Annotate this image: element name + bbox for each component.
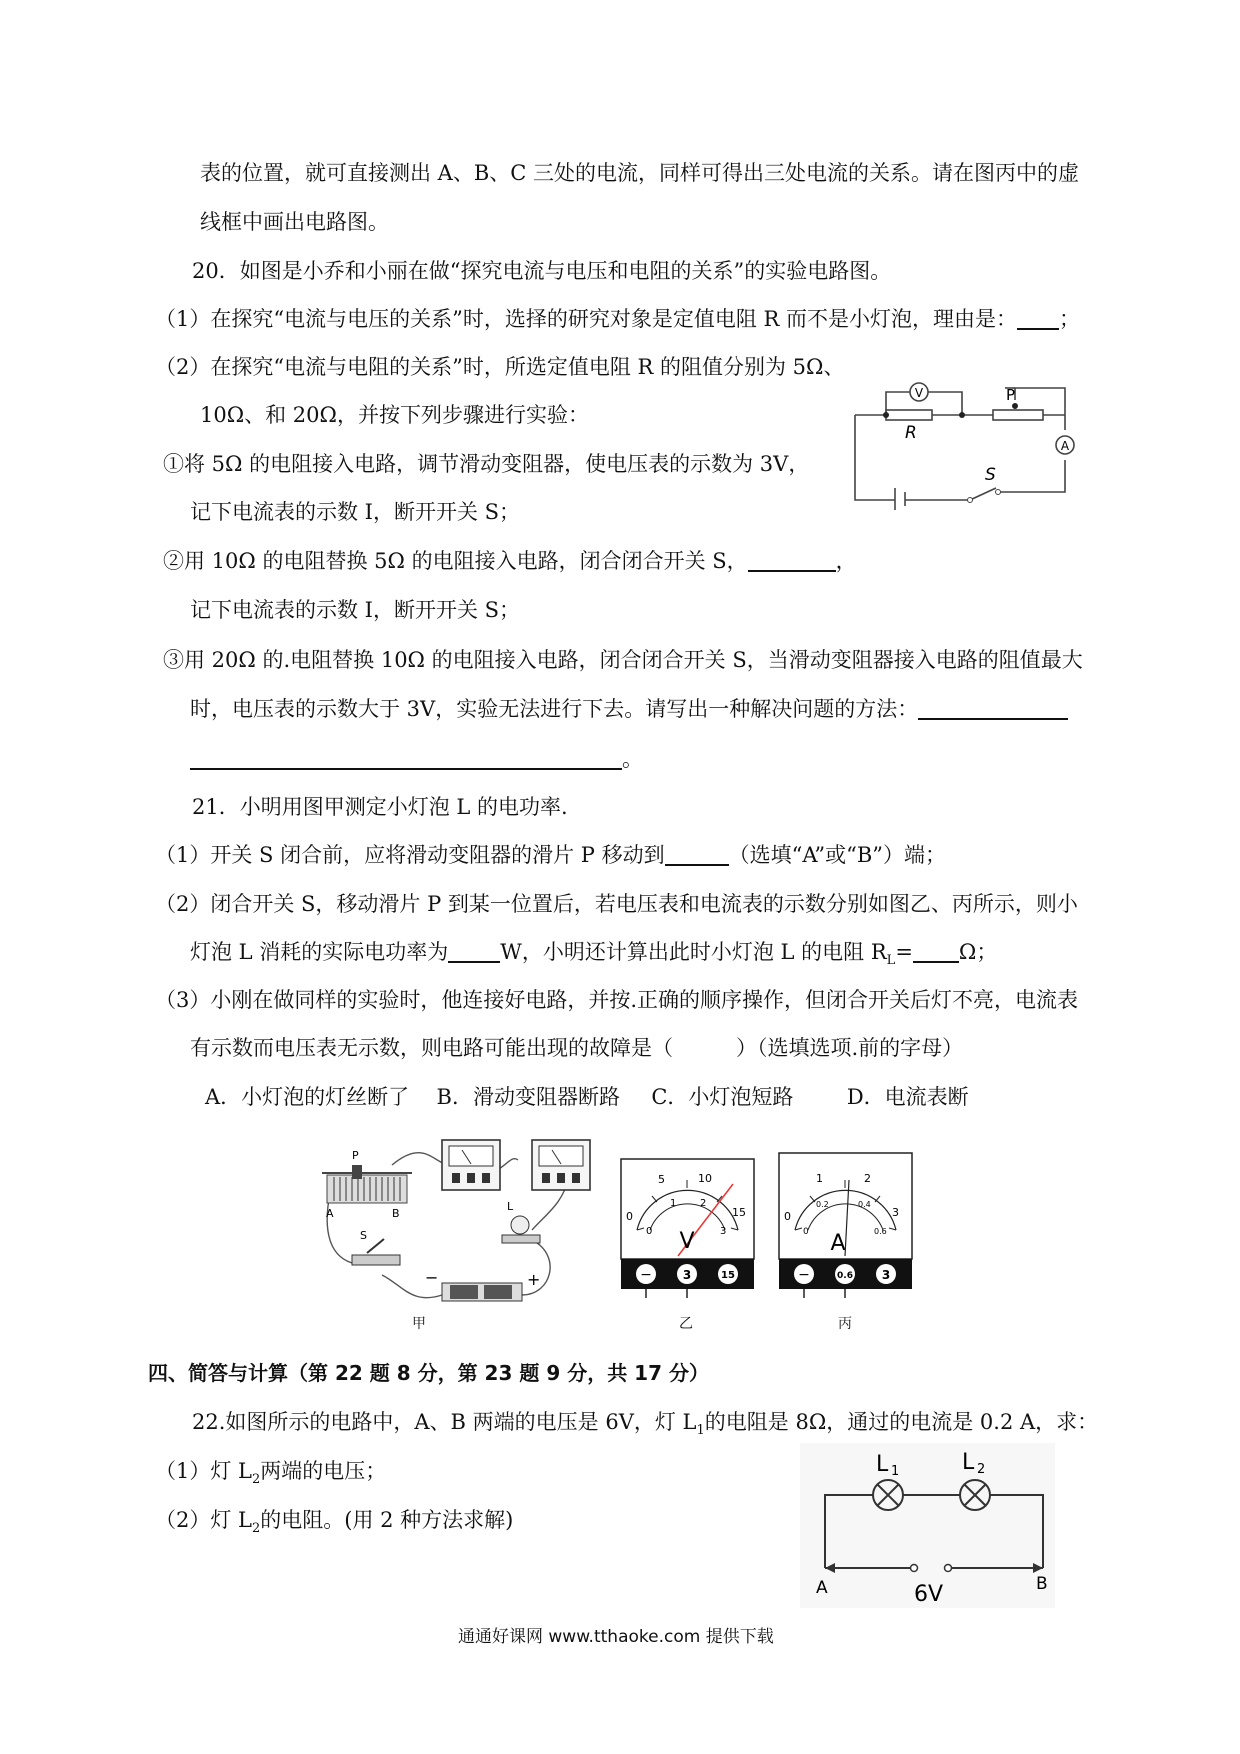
section-4-title: 四、简答与计算（第 22 题 8 分，第 23 题 9 分，共 17 分） [148, 1361, 709, 1385]
q21-part2b [190, 937, 997, 976]
q21-options [205, 1082, 969, 1112]
q21-part1-end: （选填“A”或“B”）端； [728, 843, 947, 867]
q21-part2b-mid: W，小明还计算出此时小灯泡 L 的电阻 R [500, 940, 887, 964]
q20-step3a: ③用 20Ω 的.电阻替换 10Ω 的电阻接入电路，闭合闭合开关 S，当滑动变阻器接入电路的阻值最大 [163, 648, 1083, 672]
lamp-l2-label: L [962, 1450, 975, 1475]
option-c: C．小灯泡短路 [651, 1085, 794, 1109]
q20-part2a: （2）在探究“电流与电阻的关系”时，所选定值电阻 R 的阻值分别为 5Ω、 [155, 355, 845, 379]
voltmeter-figure [620, 1158, 755, 1298]
ammeter-label: A [1060, 439, 1070, 453]
q22-stem [192, 1407, 1098, 1446]
amp-inner-02: 0.2 [816, 1200, 829, 1209]
caption-yi: 乙 [679, 1316, 693, 1332]
q22-part2-sub: 2 [251, 1521, 261, 1537]
q20-step2a [163, 546, 857, 576]
q21-part1-text: （1）开关 S 闭合前，应将滑动变阻器的滑片 P 移动到 [155, 843, 665, 867]
q22-stem-a: 22.如图所示的电路中，A、B 两端的电压是 6V，灯 L [192, 1410, 697, 1434]
volt-tick-10: 10 [698, 1172, 712, 1185]
volt-term-minus: − [640, 1267, 652, 1283]
answer-blank [448, 939, 500, 963]
amp-term-3: 3 [881, 1268, 891, 1282]
amp-inner-04: 0.4 [858, 1200, 871, 1209]
answer-blank [918, 696, 1068, 720]
jia-label-plus: + [527, 1270, 541, 1289]
answer-blank [665, 842, 729, 866]
q21-part2b-text: 灯泡 L 消耗的实际电功率为 [190, 940, 449, 964]
q21-part2b-sub: L [886, 953, 896, 969]
amp-term-minus: − [798, 1267, 810, 1283]
q20-stem: 20．如图是小乔和小丽在做“探究电流与电压和电阻的关系”的实验电路图。 [192, 259, 892, 283]
switch-label: S [985, 465, 996, 485]
q22-part2-b: 的电阻。(用 2 种方法求解) [260, 1508, 514, 1532]
q20-step3c [190, 744, 643, 774]
q22-stem-b: 的电阻是 8Ω，通过的电流是 0.2 A，求： [704, 1410, 1099, 1434]
q20-step3c-end: 。 [622, 747, 643, 771]
q20-circuit-diagram [850, 380, 1080, 510]
answer-blank [748, 548, 836, 572]
slider-label: P [1006, 386, 1016, 404]
q22-circuit-diagram [800, 1443, 1055, 1608]
voltage-label: 6V [914, 1582, 944, 1607]
q20-part2b: 10Ω、和 20Ω，并按下列步骤进行实验： [200, 403, 589, 427]
amp-symbol: A [830, 1231, 846, 1256]
volt-term-15: 15 [721, 1270, 735, 1281]
lamp-l2-sub: 2 [977, 1462, 986, 1477]
option-d: D．电流表断 [846, 1085, 969, 1109]
volt-inner-2: 2 [700, 1198, 707, 1209]
q20-step2a-end: ， [835, 549, 857, 573]
volt-tick-0: 0 [626, 1210, 633, 1223]
volt-symbol: V [679, 1229, 695, 1254]
volt-inner-0: 0 [646, 1226, 653, 1237]
voltmeter-label: V [914, 386, 924, 400]
q20-step2a-text: ②用 10Ω 的电阻替换 5Ω 的电阻接入电路，闭合闭合开关 S， [163, 549, 748, 573]
lamp-l1-label: L [876, 1452, 889, 1477]
caption-bing: 丙 [838, 1316, 852, 1332]
q21-part3b: 有示数而电压表无示数，则电路可能出现的故障是（ ）（选填选项.前的字母） [190, 1036, 964, 1060]
q22-part1-sub: 2 [251, 1472, 261, 1488]
caption-jia: 甲 [412, 1316, 426, 1332]
option-a: A．小灯泡的灯丝断了 [205, 1085, 410, 1109]
q20-step1b: 记下电流表的示数 I，断开开关 S； [190, 500, 521, 524]
jia-label-l: L [507, 1200, 514, 1213]
terminal-a-label: A [816, 1578, 828, 1598]
q21-stem: 21．小明用图甲测定小灯泡 L 的电功率. [192, 795, 568, 819]
q20-step3b [190, 694, 1068, 724]
q19-line-2: 线框中画出电路图。 [200, 210, 389, 234]
amp-tick-0: 0 [784, 1210, 791, 1223]
answer-blank [913, 939, 959, 963]
resistor-label: R [905, 423, 917, 443]
lamp-l1-sub: 1 [891, 1464, 900, 1479]
jia-label-minus: − [425, 1268, 439, 1287]
volt-inner-3: 3 [720, 1226, 727, 1237]
jia-label-a: A [326, 1207, 334, 1220]
q19-line-1: 表的位置，就可直接测出 A、B、C 三处的电流，同样可得出三处电流的关系。请在图丙中的虚 [200, 161, 1080, 185]
q21-part3a: （3）小刚在做同样的实验时，他连接好电路，并按.正确的顺序操作，但闭合开关后灯不亮，电流表 [155, 988, 1079, 1012]
q22-part2-a: （2）灯 L [155, 1508, 252, 1532]
amp-tick-3: 3 [892, 1206, 899, 1219]
answer-blank [190, 746, 622, 770]
amp-inner-06: 0.6 [874, 1227, 887, 1236]
q21-figure-jia [322, 1135, 607, 1305]
q21-part2b-end: Ω； [958, 940, 998, 964]
answer-blank [1017, 306, 1059, 330]
jia-label-s: S [360, 1229, 367, 1242]
q20-step3b-text: 时，电压表的示数大于 3V，实验无法进行下去。请写出一种解决问题的方法： [190, 697, 919, 721]
q22-stem-sub: 1 [696, 1423, 705, 1439]
amp-inner-0: 0 [803, 1227, 809, 1237]
q21-part2b-eq: = [895, 940, 913, 964]
q22-part1-b: 两端的电压； [260, 1459, 387, 1483]
volt-tick-15: 15 [732, 1206, 746, 1219]
q22-part1-a: （1）灯 L [155, 1459, 252, 1483]
q22-part2 [155, 1505, 513, 1544]
jia-label-p: P [352, 1149, 359, 1162]
volt-tick-5: 5 [658, 1173, 665, 1186]
amp-term-06: 0.6 [837, 1271, 853, 1281]
jia-label-b: B [392, 1207, 400, 1220]
q21-part2a: （2）闭合开关 S，移动滑片 P 到某一位置后，若电压表和电流表的示数分别如图乙、丙所示，则小 [155, 892, 1078, 916]
q21-part1 [155, 840, 946, 870]
q20-step1a: ①将 5Ω 的电阻接入电路，调节滑动变阻器，使电压表的示数为 3V， [163, 452, 810, 476]
q20-part1 [155, 304, 1080, 334]
q22-part1 [155, 1456, 386, 1495]
volt-inner-1: 1 [670, 1198, 677, 1209]
q20-step2b: 记下电流表的示数 I，断开开关 S； [190, 598, 521, 622]
option-b: B．滑动变阻器断路 [436, 1085, 620, 1109]
terminal-b-label: B [1036, 1574, 1048, 1594]
footer-text: 通通好课网 www.tthaoke.com 提供下载 [458, 1627, 774, 1647]
volt-term-3: 3 [682, 1268, 692, 1282]
q20-part1-end: ； [1059, 307, 1080, 331]
amp-tick-1: 1 [816, 1172, 823, 1185]
q20-part1-text: （1）在探究“电流与电压的关系”时，选择的研究对象是定值电阻 R 而不是小灯泡，理由是： [155, 307, 1017, 331]
amp-tick-2: 2 [864, 1172, 871, 1185]
ammeter-figure [778, 1152, 913, 1298]
